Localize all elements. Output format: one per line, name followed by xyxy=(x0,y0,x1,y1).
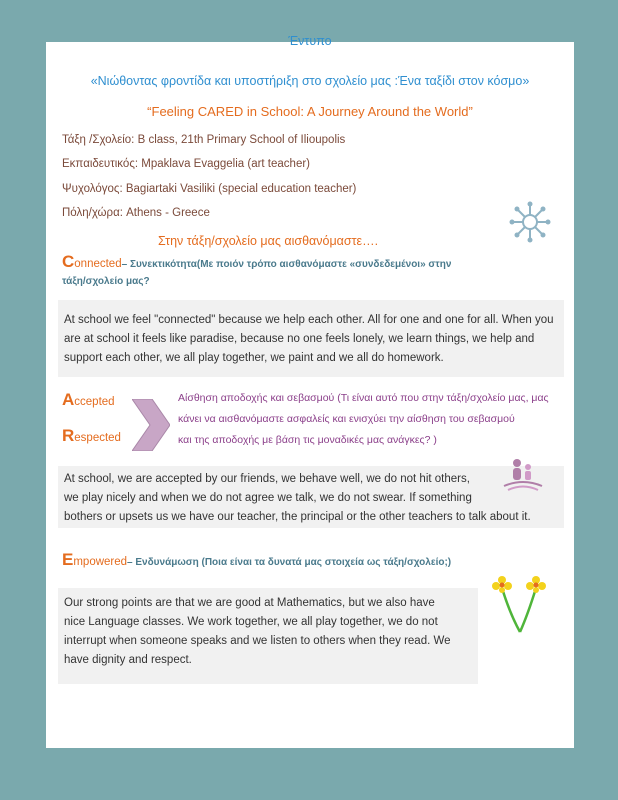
empowered-answer-4: have dignity and respect. xyxy=(64,654,192,666)
flowers-icon xyxy=(490,574,550,638)
connected-dash: – xyxy=(121,259,130,270)
info-teacher: Εκπαιδευτικός: Mpaklava Evaggelia (art teacher) xyxy=(62,158,310,170)
doc-subtitle: «Νιώθοντας φροντίδα και υποστήριξη στο σχολείο μας :Ένα ταξίδι στον κόσμο» xyxy=(90,74,530,88)
connected-letter: C xyxy=(62,252,75,271)
empowered-heading xyxy=(62,550,451,570)
ar-prompt-3: και της αποδοχής με βάση τις μοναδικές μας ανάγκες? ) xyxy=(178,434,437,446)
accepted-letter: A xyxy=(62,390,75,409)
empowered-word: mpowered xyxy=(73,556,128,568)
ar-prompt-1: Αίσθηση αποδοχής και σεβασμού (Τι είναι αυτό που στην τάξη/σχολείο μας, μας xyxy=(178,392,549,404)
snowflake-icon xyxy=(508,200,552,244)
ar-prompt-2: κάνει να αισθανόμαστε ασφαλείς και ενισχύει την αίσθηση του σεβασμού xyxy=(178,413,515,425)
info-class-school: Τάξη /Σχολείο: B class, 21th Primary School of Ilioupolis xyxy=(62,134,346,146)
connected-answer-box xyxy=(58,300,564,377)
connected-heading xyxy=(62,252,451,272)
empowered-answer-box xyxy=(58,588,478,684)
intro-heading: Στην τάξη/σχολείο μας αισθανόμαστε…. xyxy=(158,234,379,248)
ar-prompt xyxy=(178,388,570,451)
ar-answer-box xyxy=(58,466,564,528)
doc-title: Έντυπο xyxy=(288,34,332,48)
chevron-right-icon xyxy=(132,399,170,451)
ar-answer-3: bothers or upsets us we have our teacher, the principal or the other teachers to talk about it. xyxy=(64,511,531,523)
empowered-answer-2: nice Language classes. We work together, we all play together, we do not xyxy=(64,616,438,628)
connected-word: onnected xyxy=(74,258,122,270)
accepted-word: ccepted xyxy=(74,396,115,408)
respected-heading xyxy=(62,426,121,446)
empowered-answer-3: interrupt when someone speaks and we listen to others when they read. We xyxy=(64,635,451,647)
reading-family-icon xyxy=(498,456,548,494)
ar-answer-2: we play nicely and when we do not agree we talk, we do not swear. If something xyxy=(64,492,472,504)
accepted-heading xyxy=(62,390,115,410)
connected-subtitle-2: τάξη/σχολείο μας? xyxy=(62,276,150,287)
connected-subtitle-1: Συνεκτικότητα(Με ποιόν τρόπο αισθανόμαστε «συνδεδεμένοι» στην xyxy=(129,259,452,270)
respected-letter: R xyxy=(62,426,75,445)
connected-answer-3: support each other, we all play together, we paint and we all do homework. xyxy=(64,352,444,364)
empowered-dash: – xyxy=(127,557,136,568)
respected-word: espected xyxy=(74,432,121,444)
info-city-country: Πόλη/χώρα: Athens - Greece xyxy=(62,207,210,219)
document-page xyxy=(46,34,574,748)
connected-answer-1: At school we feel "connected" because we help each other. All for one and one for all. When you xyxy=(64,314,554,326)
empowered-letter: E xyxy=(62,550,74,569)
empowered-subtitle: Ενδυνάμωση (Ποια είναι τα δυνατά μας στοιχεία ως τάξη/σχολείο;) xyxy=(135,557,452,568)
ar-answer-1: At school, we are accepted by our friends, we behave well, we do not hit others, xyxy=(64,473,470,485)
empowered-answer-1: Our strong points are that we are good at Mathematics, but we also have xyxy=(64,597,435,609)
english-title: “Feeling CARED in School: A Journey Around the World” xyxy=(147,104,473,119)
info-psychologist: Ψυχολόγος: Bagiartaki Vasiliki (special education teacher) xyxy=(62,183,357,195)
connected-answer-2: are at school it feels like paradise, because no one feels lonely, we learn things, we help and xyxy=(64,333,535,345)
